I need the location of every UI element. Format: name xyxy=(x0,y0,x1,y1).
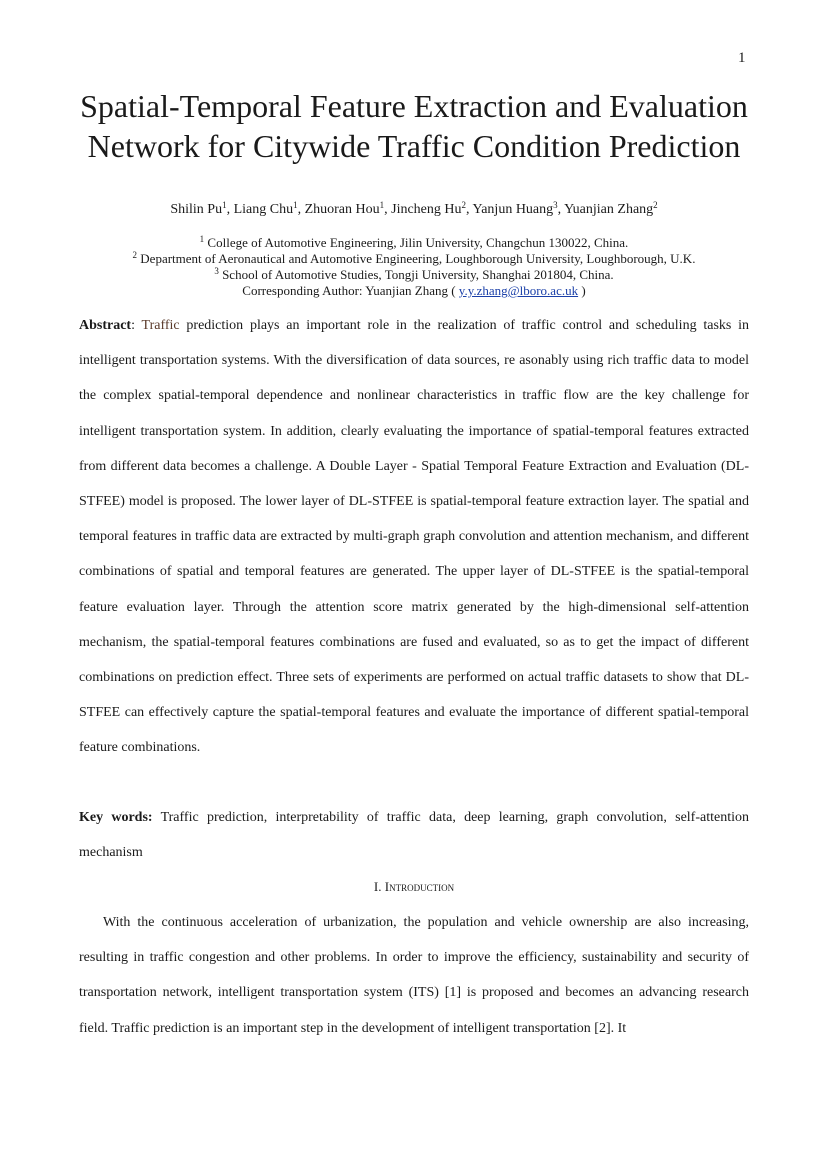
keywords xyxy=(79,800,749,870)
abstract-text: prediction plays an important role in the realization of traffic control and scheduling tasks in intelligent transportation systems. With the diversification of data sources, re asonably using rich traffic data to model the complex spatial-temporal dependence and nonlinear characteristics in traffic flow are the key challenge for intelligent transportation system. In addition, clearly evaluating the importance of spatial-temporal features extracted from different data becomes a challenge. A Double Layer - Spatial Temporal Feature Extraction and Evaluation (DL-STFEE) model is proposed. The lower layer of DL-STFEE is spatial-temporal feature extraction layer. The spatial and temporal features in traffic data are extracted by multi-graph graph convolution and attention mechanism, and different combinations of spatial and temporal features are generated. The upper layer of DL-STFEE is the spatial-temporal feature evaluation layer. Through the attention score matrix generated by the high-dimensional self-attention mechanism, the spatial-temporal features combinations are fused and evaluated, so as to get the impact of different combinations on prediction effect. Three sets of experiments are performed on actual traffic datasets to show that DL-STFEE can effectively capture the spatial-temporal features and evaluate the importance of different spatial-temporal feature combinations. xyxy=(79,318,749,756)
author: Yuanjian Zhang$^2$ xyxy=(564,200,658,217)
affiliation: $^2$ Department of Aeronautical and Automotive Engineering, Loughborough University, Loughborough, U.K. xyxy=(132,250,696,266)
author-list xyxy=(79,200,749,220)
keywords-label: Key words: xyxy=(79,810,153,825)
author: Jincheng Hu$^2$, xyxy=(391,200,473,217)
author: Zhuoran Hou$^1$, xyxy=(304,200,392,217)
paper-title: Spatial-Temporal Feature Extraction and Evaluation Network for Citywide Traffic Condition Prediction xyxy=(80,88,748,164)
page-number: 1 xyxy=(738,50,746,66)
affiliation: $^1$ College of Automotive Engineering, Jilin University, Changchun 130022, China. xyxy=(199,234,629,250)
author: Shilin Pu$^1$, xyxy=(170,200,234,217)
section-heading: I. Introduction xyxy=(373,879,455,894)
affiliations xyxy=(79,235,749,299)
corresponding-author: Corresponding Author: Yuanjian Zhang ( y.y.zhang@lboro.ac.uk ) xyxy=(242,283,586,298)
abstract: Abstract: Traffic prediction plays an important role in the realization of traffic control and scheduling tasks in intelligent transportation systems. With the diversification of data sources, re asonably using rich traffic data to model the complex spatial-temporal dependence and nonlinear characteristics in traffic flow are the key challenge for intelligent transportation system. In addition, clearly evaluating the importance of spatial-temporal features extracted from different data becomes a challenge. A Double Layer - Spatial Temporal Feature Extraction and Evaluation (DL-STFEE) model is proposed. The lower layer of DL-STFEE is spatial-temporal feature extraction layer. The spatial and temporal features in traffic data are extracted by multi-graph graph convolution and attention mechanism, and different combinations of spatial and temporal features are generated. The upper layer of DL-STFEE is the spatial-temporal feature evaluation layer. Through the attention score matrix generated by the high-dimensional self-attention mechanism, the spatial-temporal features combinations are fused and evaluated, so as to get the impact of different combinations on prediction effect. Three sets of experiments are performed on actual traffic datasets to show that DL-STFEE can effectively capture the spatial-temporal features and evaluate the importance of different spatial-temporal feature combinations. xyxy=(79,318,749,756)
keywords-text: Traffic prediction, interpretability of traffic data, deep learning, graph convolution, self-attention mechanism xyxy=(79,810,749,861)
intro-paragraph: With the continuous acceleration of urbanization, the population and vehicle ownership are also increasing, resulting in traffic congestion and other problems. In order to improve the efficiency, sustainability and security of transportation network, intelligent transportation system (ITS) [1] is proposed and becomes an advancing research field. Traffic prediction is an important step in the development of intelligent transportation [2]. It xyxy=(79,915,749,1036)
email-link[interactable]: y.y.zhang@lboro.ac.uk xyxy=(458,283,579,298)
author: Yanjun Huang$^3$, xyxy=(472,200,565,217)
affiliation: $^3$ School of Automotive Studies, Tongji University, Shanghai 201804, China. xyxy=(214,266,614,282)
abstract-label: Abstract xyxy=(79,318,132,333)
author: Liang Chu$^1$, xyxy=(233,200,305,217)
